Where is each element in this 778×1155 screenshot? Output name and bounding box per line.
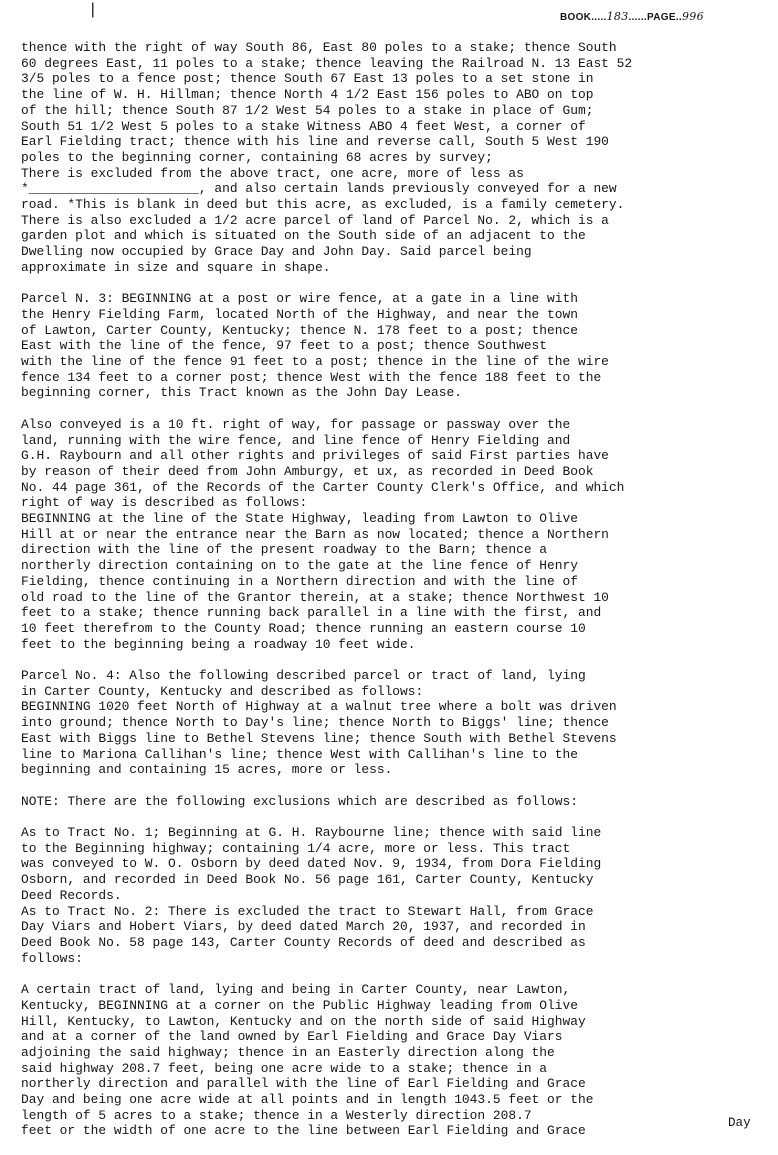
text-line: Deed Records. <box>21 887 122 903</box>
text-line: road. *This is blank in deed but this acre, as excluded, is a family cemetery. <box>21 197 625 213</box>
text-line: line to Mariona Callihan's line; thence West with Callihan's line to the <box>21 746 578 762</box>
text-line: in Carter County, Kentucky and described as follows: <box>21 683 424 699</box>
deed-document-body <box>21 40 766 1155</box>
text-line: Earl Fielding tract; thence with his line and reverse call, South 5 West 190 <box>21 134 609 150</box>
text-line: Hill, Kentucky, to Lawton, Kentucky and on the north side of said Highway <box>21 1013 586 1029</box>
text-line: A certain tract of land, lying and being in Carter County, near Lawton, <box>21 982 571 998</box>
text-line: No. 44 page 361, of the Records of the Carter County Clerk's Office, and which <box>21 479 625 495</box>
text-line: thence with the right of way South 86, East 80 poles to a stake; thence South <box>21 40 617 55</box>
page-label: PAGE <box>647 12 676 23</box>
text-line: G.H. Raybourn and all other rights and privileges of said First parties have <box>21 448 609 464</box>
text-line: Fielding, thence continuing in a Northern direction and with the line of <box>21 573 578 589</box>
text-line: NOTE: There are the following exclusions which are described as follows: <box>21 793 578 809</box>
text-line: There is also excluded a 1/2 acre parcel of land of Parcel No. 2, which is a <box>21 212 609 228</box>
text-line: Kentucky, BEGINNING at a corner on the Public Highway leading from Olive <box>21 997 578 1013</box>
book-page-header: BOOK.....183......PAGE..996 <box>560 10 704 23</box>
text-line: Parcel N. 3: BEGINNING at a post or wire fence, at a gate in a line with <box>21 291 578 307</box>
text-line: 3/5 poles to a fence post; thence South 67 East 13 poles to a set stone in <box>21 71 594 87</box>
text-line: by reason of their deed from John Amburgy, et ux, as recorded in Deed Book <box>21 463 594 479</box>
text-line: length of 5 acres to a stake; thence in a Westerly direction 208.7 <box>21 1107 532 1123</box>
text-line: BEGINNING at the line of the State Highway, leading from Lawton to Olive <box>21 511 578 527</box>
text-line: old road to the line of the Grantor therein, at a stake; thence Northwest 10 <box>21 589 609 605</box>
text-line: garden plot and which is situated on the South side of an adjacent to the <box>21 228 586 244</box>
text-line: right of way is described as follows: <box>21 495 308 511</box>
text-line: East with the line of the fence, 97 feet to a post; thence Southwest <box>21 338 548 354</box>
deed-paragraph <box>21 982 766 1139</box>
text-line: of the hill; thence South 87 1/2 West 54 poles to a stake in place of Gum; <box>21 102 594 118</box>
text-line: feet to a stake; thence running back parallel in a line with the first, and <box>21 605 602 621</box>
text-line: Parcel No. 4: Also the following described parcel or tract of land, lying <box>21 668 586 684</box>
text-line: into ground; thence North to Day's line; thence North to Biggs' line; thence <box>21 715 609 731</box>
text-line: Osborn, and recorded in Deed Book No. 56 page 161, Carter County, Kentucky <box>21 872 594 888</box>
text-line: beginning and containing 15 acres, more or less. <box>21 762 393 778</box>
text-line: East with Biggs line to Bethel Stevens line; thence South with Bethel Stevens <box>21 730 617 746</box>
text-line: Dwelling now occupied by Grace Day and John Day. Said parcel being <box>21 244 532 260</box>
text-line: and at a corner of the land owned by Earl Fielding and Grace Day Viars <box>21 1029 563 1045</box>
text-line: beginning corner, this Tract known as the John Day Lease. <box>21 385 462 401</box>
text-line: the line of W. H. Hillman; thence North 4 1/2 East 156 poles to ABO on top <box>21 87 594 103</box>
text-line: As to Tract No. 1; Beginning at G. H. Raybourne line; thence with said line <box>21 825 602 841</box>
text-line: South 51 1/2 West 5 poles to a stake Witness ABO 4 feet West, a corner of <box>21 118 586 134</box>
text-line: 10 feet therefrom to the County Road; thence running an eastern course 10 <box>21 620 586 636</box>
deed-paragraph <box>21 825 766 966</box>
text-line: northerly direction containing on to the gate at the line fence of Henry <box>21 558 578 574</box>
text-line: adjoining the said highway; thence in an Easterly direction along the <box>21 1044 555 1060</box>
page-number: 996 <box>681 10 704 23</box>
text-line: Day and being one acre wide at all points and in length 1043.5 feet or the <box>21 1092 594 1108</box>
margin-tick-mark: | <box>88 1 98 19</box>
text-line: with the line of the fence 91 feet to a post; thence in the line of the wire <box>21 354 609 370</box>
text-line: Also conveyed is a 10 ft. right of way, for passage or passway over the <box>21 416 571 432</box>
text-line: follows: <box>21 950 83 966</box>
text-line: Deed Book No. 58 page 143, Carter County Records of deed and described as <box>21 935 586 950</box>
text-line: BEGINNING 1020 feet North of Highway at a walnut tree where a bolt was driven <box>21 699 617 715</box>
text-line: 60 degrees East, 11 poles to a stake; thence leaving the Railroad N. 13 East 52 <box>21 55 633 71</box>
text-line: direction with the line of the present roadway to the Barn; thence a <box>21 542 548 558</box>
deed-paragraph <box>21 668 766 778</box>
book-label: BOOK <box>560 12 592 23</box>
margin-continuation-word: Day <box>728 1116 751 1130</box>
text-line: There is excluded from the above tract, one acre, more of less as <box>21 165 524 181</box>
text-line: Hill at or near the entrance near the Barn as now located; thence a Northern <box>21 526 609 542</box>
text-line: said highway 208.7 feet, being one acre wide to a stake; thence in a <box>21 1060 548 1076</box>
text-line: was conveyed to W. O. Osborn by deed dated Nov. 9, 1934, from Dora Fielding <box>21 856 602 872</box>
book-number: 183 <box>606 10 629 23</box>
text-line: to the Beginning highway; containing 1/4 acre, more or less. This tract <box>21 840 571 856</box>
text-line: Day Viars and Hobert Viars, by deed dated March 20, 1937, and recorded in <box>21 919 586 935</box>
text-line: land, running with the wire fence, and line fence of Henry Fielding and <box>21 432 571 448</box>
deed-paragraph <box>21 794 766 810</box>
text-line: feet or the width of one acre to the line between Earl Fielding and Grace <box>21 1123 586 1139</box>
text-line: *______________________, and also certain lands previously conveyed for a new <box>21 181 617 197</box>
deed-paragraph <box>21 40 766 276</box>
text-line: poles to the beginning corner, containing 68 acres by survey; <box>21 149 493 165</box>
text-line: northerly direction and parallel with the line of Earl Fielding and Grace <box>21 1076 586 1092</box>
deed-paragraph <box>21 417 766 653</box>
deed-paragraph <box>21 291 766 401</box>
text-line: the Henry Fielding Farm, located North of the Highway, and near the town <box>21 306 578 322</box>
text-line: As to Tract No. 2: There is excluded the tract to Stewart Hall, from Grace <box>21 903 594 919</box>
text-line: fence 134 feet to a corner post; thence West with the fence 188 feet to the <box>21 369 602 385</box>
text-line: of Lawton, Carter County, Kentucky; thence N. 178 feet to a post; thence <box>21 322 578 338</box>
text-line: feet to the beginning being a roadway 10 feet wide. <box>21 636 416 652</box>
text-line: approximate in size and square in shape. <box>21 259 331 275</box>
